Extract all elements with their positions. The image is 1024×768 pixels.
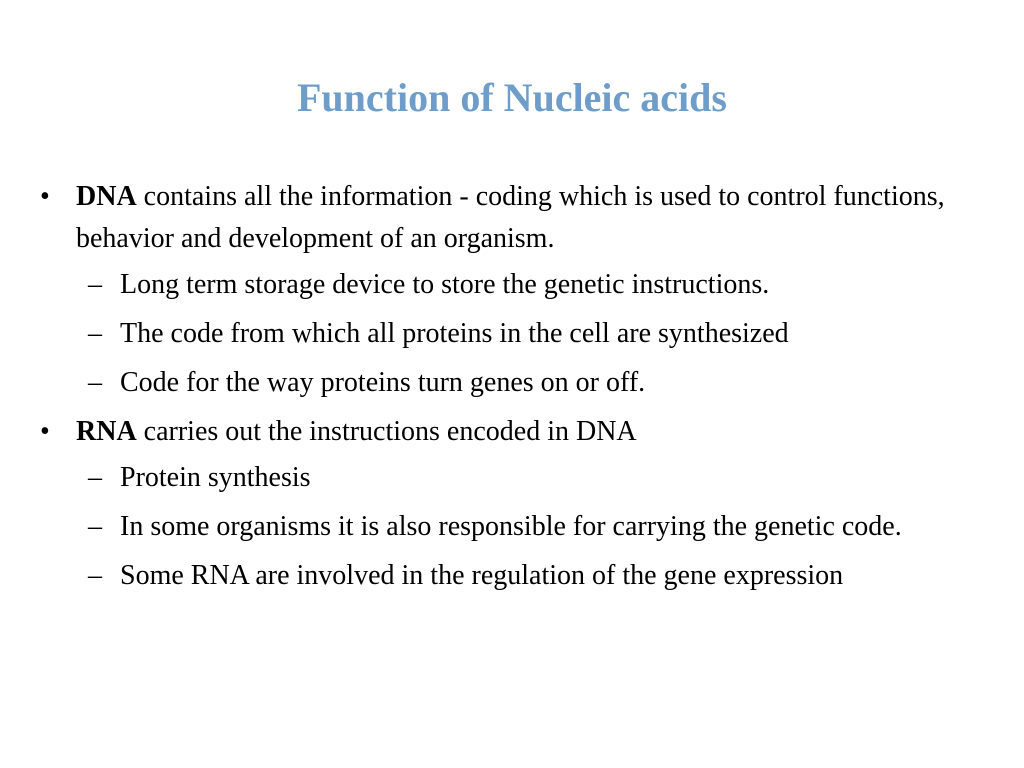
sub-bullet-item (38, 555, 998, 597)
sub-bullet-list (38, 457, 998, 597)
sub-bullet-text: Protein synthesis (120, 462, 311, 493)
dash-icon: – (88, 462, 102, 493)
dash-icon: – (88, 269, 102, 300)
sub-bullet-text: Code for the way proteins turn genes on or off. (120, 367, 646, 398)
slide-title: Function of Nucleic acids (297, 75, 727, 120)
sub-bullet-text: The code from which all proteins in the cell are synthesized (120, 318, 789, 349)
dash-icon: – (88, 318, 102, 349)
bullet-text: carries out the instructions encoded in DNA (136, 416, 637, 447)
bullet-item-rna (38, 411, 998, 597)
sub-bullet-item (38, 506, 998, 548)
dash-icon: – (88, 367, 102, 398)
bullet-term: DNA (76, 181, 137, 212)
bullet-term: RNA (76, 416, 137, 447)
bullet-item-dna (38, 176, 998, 404)
sub-bullet-item (38, 264, 998, 306)
bullet-dot-icon: • (40, 181, 50, 212)
sub-bullet-item (38, 362, 998, 404)
bullet-list (38, 176, 998, 604)
sub-bullet-item (38, 457, 998, 499)
dash-icon: – (88, 511, 102, 542)
bullet-dot-icon: • (40, 416, 50, 447)
sub-bullet-list (38, 264, 998, 404)
sub-bullet-text: Long term storage device to store the genetic instructions. (120, 269, 770, 300)
sub-bullet-text: Some RNA are involved in the regulation of the gene expression (120, 560, 844, 591)
bullet-text: contains all the information - coding which is used to control functions, behavior and development of an organism. (76, 181, 945, 254)
sub-bullet-item (38, 313, 998, 355)
sub-bullet-text: In some organisms it is also responsible for carrying the genetic code. (120, 511, 902, 542)
dash-icon: – (88, 560, 102, 591)
